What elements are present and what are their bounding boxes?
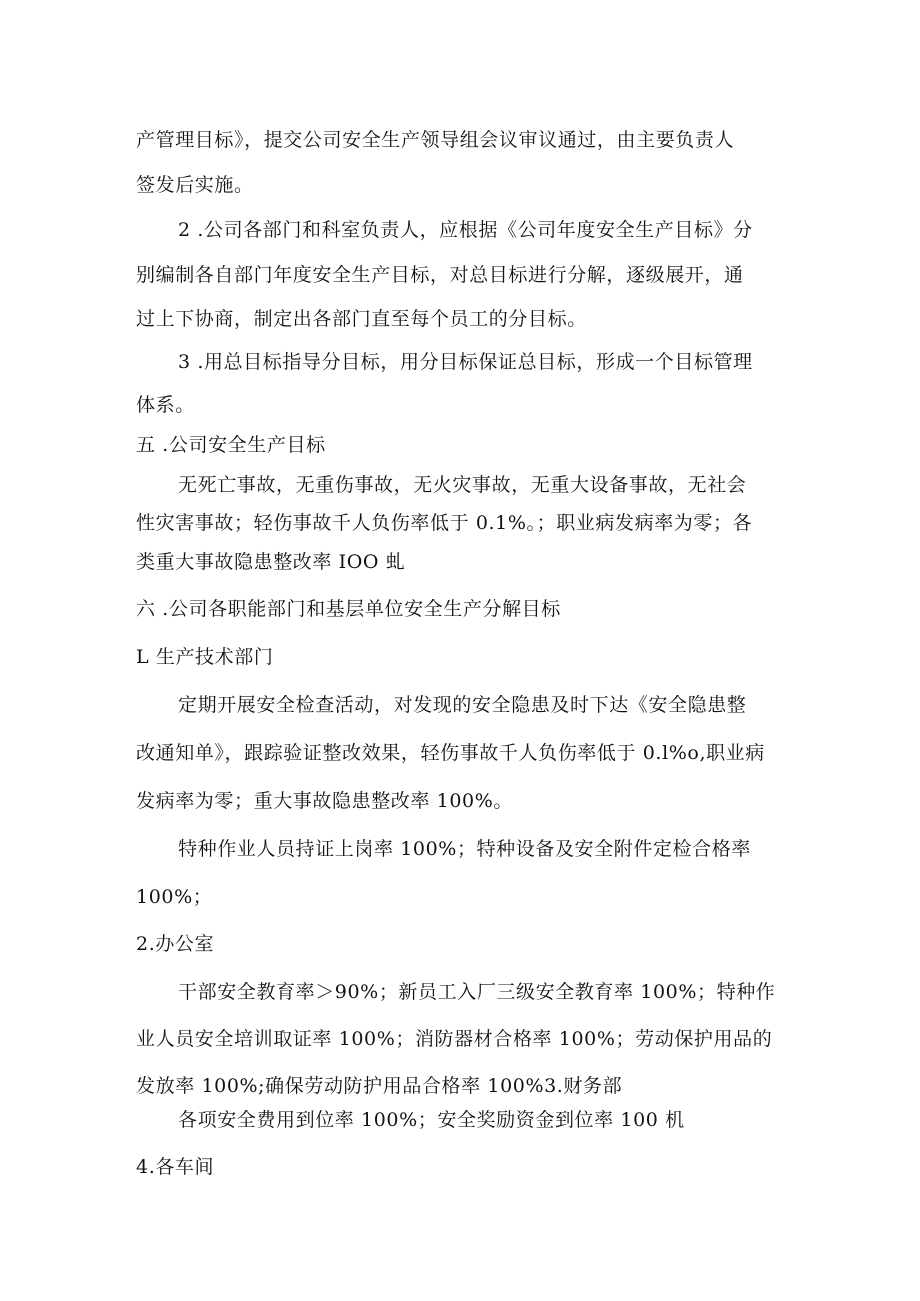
text-line-5: 过上下协商，制定出各部门直至每个员工的分目标。: [136, 308, 587, 330]
text-line-1: 产管理目标》，提交公司安全生产领导组会议审议通过，由主要负责人: [136, 129, 735, 151]
text-line-20: 干部安全教育率＞90%；新员工入厂三级安全教育率 100%；特种作: [178, 981, 776, 1003]
text-line-9: 无死亡事故，无重伤事故，无火灾事故，无重大设备事故，无社会: [178, 474, 747, 496]
section-heading-6: 六 .公司各职能部门和基层单位安全生产分解目标: [136, 598, 561, 620]
text-line-7: 体系。: [136, 394, 195, 416]
text-line-23: 各项安全费用到位率 100%；安全奖励资金到位率 100 机: [178, 1109, 685, 1131]
text-line-6: 3 .用总目标指导分目标，用分目标保证总目标，形成一个目标管理: [178, 351, 753, 373]
text-line-15: 改通知单》，跟踪验证整改效果，轻伤事故千人负伤率低于 0.l%o,职业病: [136, 742, 765, 764]
text-line-10: 性灾害事故；轻伤事故千人负伤率低于 0.1%。；职业病发病率为零；各: [136, 512, 753, 534]
text-line-4: 别编制各自部门年度安全生产目标，对总目标进行分解，逐级展开，通: [136, 264, 744, 286]
text-line-22: 发放率 100%;确保劳动防护用品合格率 100%3.财务部: [136, 1075, 623, 1097]
text-line-17: 特种作业人员持证上岗率 100%；特种设备及安全附件定检合格率: [178, 838, 751, 860]
text-line-14: 定期开展安全检查活动，对发现的安全隐患及时下达《安全隐患整: [178, 694, 747, 716]
text-line-3: 2 .公司各部门和科室负责人，应根据《公司年度安全生产目标》分: [178, 219, 753, 241]
text-line-18: 100%；: [136, 886, 213, 908]
section-heading-5: 五 .公司安全生产目标: [136, 434, 326, 456]
text-line-11: 类重大事故隐患整改率 IOO 虬: [136, 551, 406, 573]
subheading-office: 2.办公室: [136, 933, 215, 955]
subheading-production-dept: L 生产技术部门: [136, 646, 274, 668]
text-line-21: 业人员安全培训取证率 100%；消防器材合格率 100%；劳动保护用品的: [136, 1028, 773, 1050]
text-line-2: 签发后实施。: [136, 174, 254, 196]
subheading-workshops: 4.各车间: [136, 1156, 215, 1178]
text-line-16: 发病率为零；重大事故隐患整改率 100%。: [136, 790, 513, 812]
